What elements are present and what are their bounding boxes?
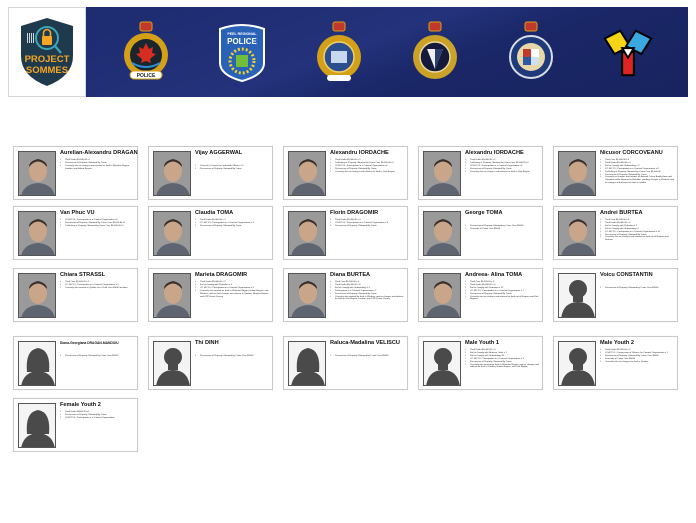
hamilton-police-badge [117,17,175,87]
charges-list [600,349,674,364]
mugshot-photo-icon [289,152,326,196]
charge-item: • Possession of Property Obtained by Crime Over $5000 [60,355,134,358]
charge-item: • Currently on charges and release for Assault Cause Bodily Harm and Operation while Impaired in Hamilton, pending charges in Windsor, and on charges and release for theft in London [600,176,674,185]
charge-item: • Theft Under $5,000.00 x 2 [600,349,674,352]
charges-list [195,219,269,228]
accused-card [283,206,408,260]
accused-card [418,268,543,322]
mugshot-photo-icon [154,152,191,196]
placeholder-photo [288,341,326,386]
charge-item: • CC 467.13 - Participation in a Criminal Organization x 3 [465,358,539,361]
charge-item: • Possession of Property Obtained By Crime [330,293,404,296]
charge-item: • CC467.12 - Commission of Offence for Criminal Organization x 1 [600,352,674,355]
charge-item: • Theft Under $5,000.00 x 6 [465,284,539,287]
charge-item: • Possession of Property Obtained By Crime Over $5000 [600,355,674,358]
mugshot-photo-icon [424,212,461,256]
charge-item: • Trafficking in Property Obtained by Crime Over $5,000.00 x1 [465,162,539,165]
charge-item: • Theft Under $5,000.00 x 6 [330,284,404,287]
charge-item: • Possession of Property Obtained By Crime [195,168,269,171]
charge-item: • Currently also on charges for theft in Quebec [600,361,674,364]
accused-card [553,336,678,390]
charge-item: • Theft Under $5,000.00 x 4 [465,349,539,352]
accused-card [148,146,273,200]
accused-name: Florin DRAGOMIR [330,210,379,216]
accused-info [465,150,539,174]
charge-item: • Theft Under $5,000.00 x 3 [195,281,269,284]
charge-item: • Proceeds of Crime Over $5000 [600,358,674,361]
charges-list [465,159,539,174]
charge-item: • Participation in a Criminal Organization x 7 [330,290,404,293]
accused-card [148,206,273,260]
accused-name: Male Youth 2 [600,340,634,346]
charge-item: • CC 467.13 - Participation in a Criminal Organization x 2 [60,284,134,287]
placeholder-photo [153,341,191,386]
accused-card [13,206,138,260]
accused-info [330,272,404,301]
charges-list [60,219,134,228]
accused-info [465,210,539,231]
female-silhouette-icon [19,342,56,386]
accused-name: Aurelian-Alexandru DRAGAN [60,150,138,156]
charge-item: • Currently also wanted for theft in Waterloo Region, and on charges and release for theft in London, Halton Region, and York Region [465,364,539,370]
female-silhouette-icon [289,342,326,386]
accused-name: Van Phuc VU [60,210,95,216]
accused-card [148,336,273,390]
charge-item: • Theft Under $5,000.00 x 6 [600,222,674,225]
project-sommes-logo [8,7,86,97]
charge-item: • Currently also on charges and release for theft in York Region [330,171,404,174]
accused-name: Alexandru IORDACHE [330,150,389,156]
charge-item: • Fail to Comply with Probation x 7 [600,225,674,228]
charges-list [60,159,134,171]
charge-item: • Theft Under $5,000.00 x 2 [330,159,404,162]
charge-item: • Counsel to Commit an Indictable Offence x 3 [195,165,269,168]
placeholder-photo [423,341,461,386]
accused-name: Raluca-Madalina VELISCU [330,340,400,346]
charge-item: • CC467.13 - Participation in a Criminal Organization x 4 [330,222,404,225]
accused-name: Alexandru IORDACHE [465,150,524,156]
logo-line2: SOMMES [25,65,69,76]
accused-card [418,206,543,260]
charge-item: • Possession of Property Obtained by Crime Over $5000 [195,355,269,358]
charge-item: • Theft Under $5,000.00 x1 [60,159,134,162]
charges-list [60,281,134,290]
accused-name: Diana-Georgiana DRAGAN-MANDOIU [60,341,119,345]
charges-list [465,281,539,301]
charge-item: • Theft Over $5,000.00 x 3 [465,281,539,284]
accused-info [60,340,134,358]
mugshot-photo-icon [424,274,461,318]
accused-name: Andrei BURTEA [600,210,643,216]
mugshot-photo-icon [424,152,461,196]
accused-info [330,150,404,174]
accused-info [195,272,269,298]
mugshot-photo-icon [19,152,56,196]
accused-card [553,206,678,260]
charges-list [465,225,539,231]
mugshot-photo [18,211,56,256]
charge-item: • Possession of Property Obtained By Crime [330,225,404,228]
mugshot-photo [423,273,461,318]
charge-item: • Possession of Property Obtained By Crime [330,168,404,171]
charge-item: • Theft Under $5,000.00 x 2 [465,159,539,162]
accused-card [283,336,408,390]
charge-item: • Currently also on charges and release for theft out of Niagara and York Regions [465,296,539,302]
charge-item: • Possession of Property Obtained By Crime [465,361,539,364]
padlock-magnifier-icon [17,16,77,88]
male-silhouette-icon [559,342,596,386]
accused-name: Diana BURTEA [330,272,371,278]
accused-info [600,150,674,185]
logo-line1: PROJECT [24,54,70,65]
charges-list [330,281,404,301]
charge-item: • Possession of Property Obtained by Crime Over $5000 [465,225,539,228]
charge-item: • Theft Under $5,000.00 x 4 [330,219,404,222]
placeholder-photo [18,403,56,448]
accused-info [60,402,134,420]
accused-card [418,146,543,200]
female-silhouette-icon [19,404,56,448]
charges-list [195,165,269,171]
charge-item: • Currently also wanted for theft in Waterloo Region, Halton Region, and Windsor; and on theft charges and release in Quebec, Niagara Region, and OPP Essex County [195,290,269,299]
accused-info [330,210,404,228]
accused-info [195,150,269,171]
placeholder-photo [18,341,56,386]
charge-item: • CC467.13 - Participation in a Criminal Organization x2 [330,165,404,168]
charges-list [600,219,674,242]
mugshot-photo [558,151,596,196]
regional-municipality-police-badge [502,17,560,87]
accused-info [600,340,674,364]
accused-name: Female Youth 2 [60,402,101,408]
charges-list [195,281,269,298]
peel-regional-police-badge [213,17,271,87]
charge-item: • Currently also on charges and release for theft out of Niagara and Durham [600,236,674,242]
charges-list [60,411,134,420]
accused-info [465,340,539,369]
accused-card [13,268,138,322]
accused-info [600,272,674,290]
charge-item: • Possession of Property Obtained by Crime Over $5000 [600,287,674,290]
charge-item: • Possession of Property Obtained By Crime [465,168,539,171]
tri-color-link-logo [599,17,657,87]
charge-item: • CC467.13 - Participation in a Criminal Organization x2 [465,165,539,168]
placeholder-photo [558,341,596,386]
charge-item: • Fail to Comply with Probation x 12 [465,287,539,290]
charge-item: • Fail to Comply with Undertaking x7 [600,228,674,231]
police-crest-badge-4 [406,17,464,87]
accused-card [283,268,408,322]
police-services-banner [86,7,688,97]
male-silhouette-icon [559,274,596,318]
male-silhouette-icon [154,342,191,386]
charge-item: • Possession of Property Obtained By Crime [465,293,539,296]
charge-item: • Trafficking in Property Obtained by Crime Over $5,000.00 x1 [330,162,404,165]
charge-item: • CC 467.13 - Participation in a Criminal Organization x 7 [465,290,539,293]
charge-item: • Theft Under $5,000.00 x 4 [195,219,269,222]
placeholder-photo [558,273,596,318]
charge-item: • CC467.13 - Participation in a Criminal Organization [60,417,134,420]
accused-card [418,336,543,390]
accused-name: Nicusor CORCOVEANU [600,150,663,156]
mugshot-photo-icon [154,212,191,256]
charge-item: • Theft Under $5000.00 x1 [60,411,134,414]
charge-item: • Currently also wanted for theft in Windsor, and on charges and release for theft in York Region, London, and OPP Essex County [330,296,404,302]
header-banner [8,7,688,97]
accused-name: Marieta DRAGOMIR [195,272,248,278]
charge-item: • CC 467.13 - Participation in a Criminal Organization x 10 [600,231,674,234]
accused-card [283,146,408,200]
charge-item: • Theft Under $5,000.00 x 4 [600,162,674,165]
mugshot-photo-icon [19,274,56,318]
accused-info [330,340,404,358]
accused-info [195,340,269,358]
charge-item: • CC 467.13 - Participation in a Criminal Organization x 4 [195,222,269,225]
mugshot-photo-icon [289,274,326,318]
mugshot-photo [18,273,56,318]
charge-item: • Theft Over $5,000.00 x 2 [60,281,134,284]
charge-item: • CC467.13 - Participation in a Criminal Organization x3 [60,219,134,222]
charge-item: • Fail to Comply with Probation x 4 [195,284,269,287]
charges-list [195,355,269,358]
mugshot-photo [288,273,326,318]
charge-item: • Theft Over $5,000.00 x 3 [600,219,674,222]
charges-list [330,219,404,228]
accused-info [600,210,674,242]
charge-item: • Possession of Property Obtained By Crime [600,174,674,177]
accused-info [60,210,134,228]
charges-list [600,159,674,185]
accused-name: Vijay AGGERWAL [195,150,243,156]
charge-item: • Trafficking in Property Obtained by Crime Over $5,000.00 x1 [60,225,134,228]
charge-item: • Possession of Property Obtained By Crime [60,162,134,165]
charge-item: • Theft Over $5,000.00 x 1 [330,281,404,284]
accused-card [553,268,678,322]
accused-info [60,272,134,290]
mugshot-photo [423,151,461,196]
charge-item: • Currently also on charges and release for theft in York Region [465,171,539,174]
accused-card [13,336,138,390]
charge-item: • Possession of Property Obtained By Crime [600,234,674,237]
hamilton-police-label: POLICE [136,73,156,79]
charges-list [330,159,404,174]
accused-name: Voicu CONSTANTIN [600,272,653,278]
charge-item: • Possession of Property Obtained By Crime [195,225,269,228]
mugshot-photo-icon [289,212,326,256]
accused-card [553,146,678,200]
charge-item: • Fail to Comply with Undertaking X3 [465,355,539,358]
mugshot-photo-icon [559,152,596,196]
accused-card [148,268,273,322]
charge-item: • Trafficking in Property Obtained by Crime Over $5,000.00 [600,171,674,174]
charge-item: • Fail to Comply with Release Order x 1 [465,352,539,355]
mugshot-photo-icon [19,212,56,256]
charge-item: • Possession of Property Obtained By Crime Over $5,000.00 x2 [60,222,134,225]
charges-list [465,349,539,369]
mugshot-photo [423,211,461,256]
mugshot-photo [153,273,191,318]
mugshot-photo [288,151,326,196]
mugshot-photo [558,211,596,256]
accused-name: Male Youth 1 [465,340,499,346]
mugshot-photo-icon [154,274,191,318]
charge-item: • Proceeds of Crime Over $5000 [465,228,539,231]
charge-item: • Fail to Comply with Undertaking X 3 [330,287,404,290]
accused-name: Andreea- Alina TOMA [465,272,523,278]
charge-item: • Possession of Property Obtained by Crime Over $5000 [330,355,404,358]
mugshot-photo-icon [559,212,596,256]
charge-item: • CC 467.13 - Participation in a Criminal Organization x 8 [600,168,674,171]
charges-list [600,287,674,290]
male-silhouette-icon [424,342,461,386]
charge-item: • CC 467.13 - Participation in a Criminal Organization x 3 [195,287,269,290]
mugshot-photo [153,211,191,256]
charge-item: • Currently also on charges and release for theft in Waterloo Region, London, and Halton Region [60,165,134,171]
charge-item: • Theft Over $5,000.00 x 4 [600,159,674,162]
svg-text:POLICE: POLICE [227,37,258,46]
charge-item: • Fail to Comply with Undertaking x 2 [600,165,674,168]
charges-list [60,355,134,358]
mugshot-photo [288,211,326,256]
charge-item: • Currently also wanted in Quebec for a Theft Over $5000 incident [60,287,134,290]
accused-card [13,146,138,200]
police-crest-badge-3 [310,17,368,87]
svg-text:PEEL REGIONAL: PEEL REGIONAL [227,32,258,36]
accused-card [13,398,138,452]
accused-name: Chiara STRASSL [60,272,106,278]
accused-name: George TOMA [465,210,503,216]
accused-name: Thi DINH [195,340,219,346]
accused-info [195,210,269,228]
charges-list [330,355,404,358]
mugshot-photo [153,151,191,196]
accused-info [60,150,138,171]
accused-name: Claudia TOMA [195,210,234,216]
charge-item: • Possession of Property Obtained By Crime [60,414,134,417]
accused-info [465,272,539,301]
mugshot-photo [18,151,56,196]
